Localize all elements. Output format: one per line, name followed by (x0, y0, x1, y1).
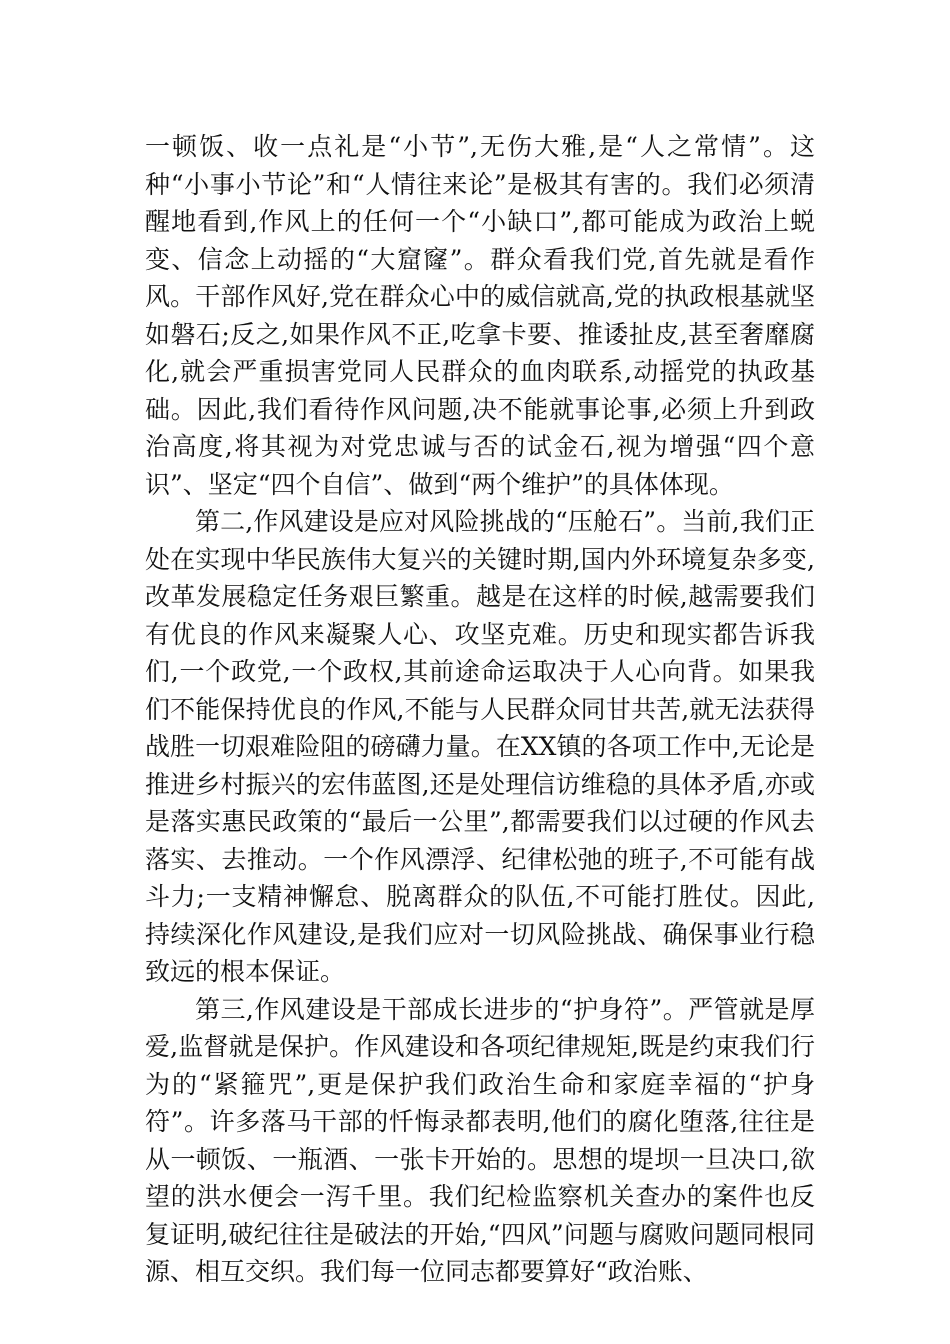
paragraph-2: 第二,作风建设是应对风险挑战的“压舱石”。当前,我们正处在实现中华民族伟大复兴的关键时期,国内外环境复杂多变,改革发展稳定任务艰巨繁重。越是在这样的时候,越需要我们有优良的作风来凝聚人心、攻坚克难。历史和现实都告诉我们,一个政党,一个政权,其前途命运取决于人心向背。如果我们不能保持优良的作风,不能与人民群众同甘共苦,就无法获得战胜一切艰难险阻的磅礴力量。在XX镇的各项工作中,无论是推进乡村振兴的宏伟蓝图,还是处理信访维稳的具体矛盾,亦或是落实惠民政策的“最后一公里”,都需要我们以过硬的作风去落实、去推动。一个作风漂浮、纪律松弛的班子,不可能有战斗力;一支精神懈怠、脱离群众的队伍,不可能打胜仗。因此,持续深化作风建设,是我们应对一切风险挑战、确保事业行稳致远的根本保证。 (145, 507, 815, 986)
document-body (145, 128, 815, 1291)
paragraph-1: 一顿饭、收一点礼是“小节”,无伤大雅,是“人之常情”。这种“小事小节论”和“人情往来论”是极其有害的。我们必须清醒地看到,作风上的任何一个“小缺口”,都可能成为政治上蜕变、信念上动摇的“大窟窿”。群众看我们党,首先就是看作风。干部作风好,党在群众心中的威信就高,党的执政根基就坚如磐石;反之,如果作风不正,吃拿卡要、推诿扯皮,甚至奢靡腐化,就会严重损害党同人民群众的血肉联系,动摇党的执政基础。因此,我们看待作风问题,决不能就事论事,必须上升到政治高度,将其视为对党忠诚与否的试金石,视为增强“四个意识”、坚定“四个自信”、做到“两个维护”的具体体现。 (145, 132, 815, 499)
paragraph-3: 第三,作风建设是干部成长进步的“护身符”。严管就是厚爱,监督就是保护。作风建设和各项纪律规矩,既是约束我们行为的“紧箍咒”,更是保护我们政治生命和家庭幸福的“护身符”。许多落马干部的忏悔录都表明,他们的腐化堕落,往往是从一顿饭、一瓶酒、一张卡开始的。思想的堤坝一旦决口,欲望的洪水便会一泻千里。我们纪检监察机关查办的案件也反复证明,破纪往往是破法的开始,“四风”问题与腐败问题同根同源、相互交织。我们每一位同志都要算好“政治账、 (145, 994, 815, 1286)
